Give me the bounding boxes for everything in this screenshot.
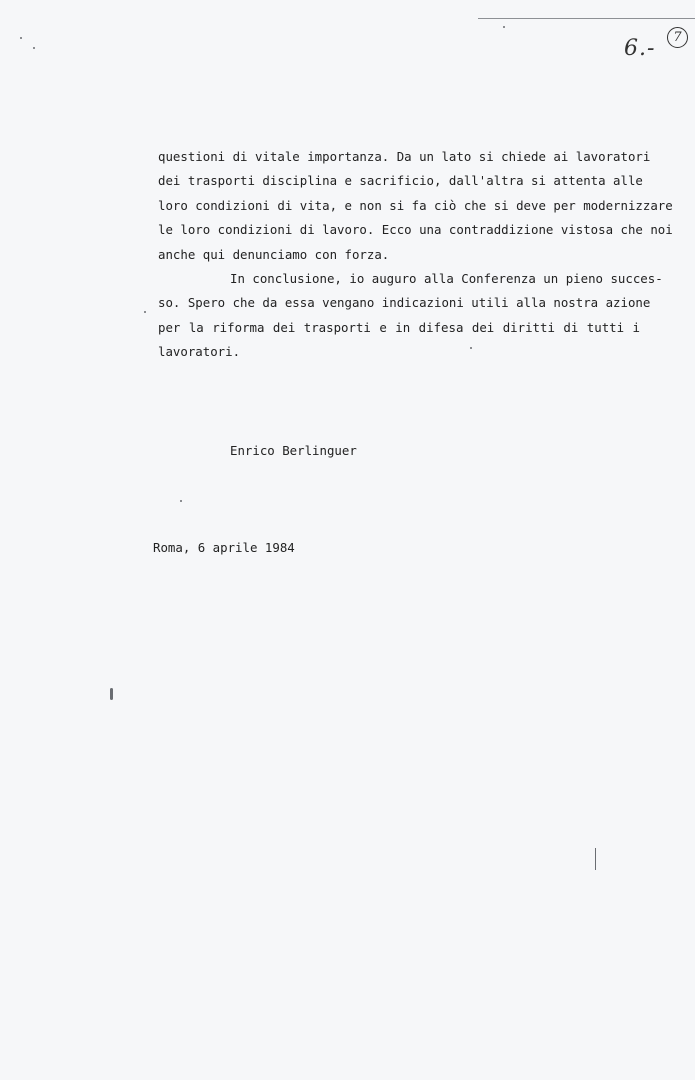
text-line: loro condizioni di vita, e non si fa ciò che si deve per modernizzare bbox=[158, 197, 673, 213]
text-line: so. Spero che da essa vengano indicazioni utili alla nostra azione bbox=[158, 295, 651, 311]
scan-speck bbox=[503, 26, 505, 28]
scan-speck bbox=[180, 500, 182, 502]
text-line: dei trasporti disciplina e sacrificio, dall'altra si attenta alle bbox=[158, 173, 643, 189]
place-date: Roma, 6 aprile 1984 bbox=[153, 540, 295, 555]
body-text bbox=[158, 145, 673, 365]
text-line: questioni di vitale importanza. Da un lato si chiede ai lavoratori bbox=[158, 149, 651, 164]
scan-speck bbox=[470, 347, 472, 349]
page-number-mark: 6.- bbox=[624, 36, 656, 61]
scan-speck bbox=[110, 688, 113, 700]
top-rule bbox=[478, 18, 695, 19]
text-line: anche qui denunciamo con forza. bbox=[158, 246, 390, 262]
text-line: per la riforma dei trasporti e in difesa dei diritti di tutti i bbox=[158, 319, 640, 335]
text-line: In conclusione, io auguro alla Conferenza un pieno succes- bbox=[230, 271, 663, 287]
scan-speck bbox=[20, 37, 22, 39]
signature: Enrico Berlinguer bbox=[230, 443, 357, 458]
text-line: le loro condizioni di lavoro. Ecco una contraddizione vistosa che noi bbox=[158, 222, 673, 238]
scan-speck bbox=[595, 848, 596, 870]
scan-speck bbox=[33, 47, 35, 49]
circled-page-number: 7 bbox=[667, 27, 688, 48]
scan-speck bbox=[144, 311, 146, 313]
text-line: lavoratori. bbox=[158, 344, 241, 360]
